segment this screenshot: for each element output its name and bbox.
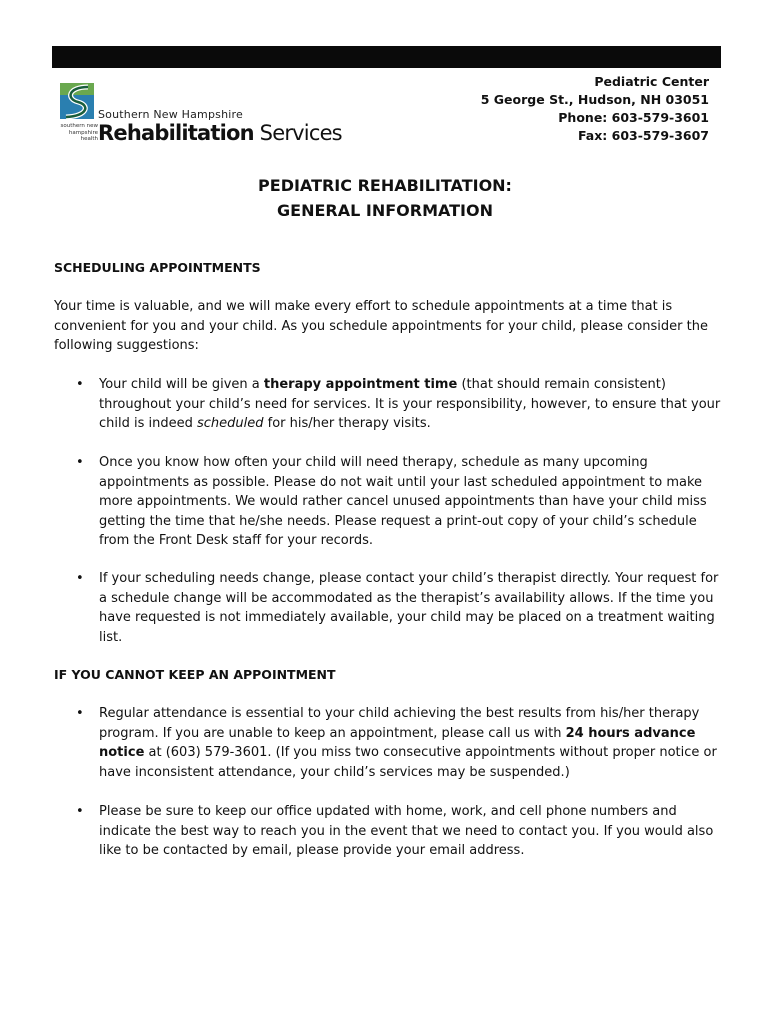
center-address	[481, 73, 709, 145]
bold-text: notice	[99, 745, 145, 760]
document-title	[0, 173, 770, 223]
bullet-line: If your scheduling needs change, please contact your child’s therapist directly. Your request for	[99, 571, 719, 586]
bullet-line: more appointments. We would rather cancel unused appointments than have your child miss	[99, 494, 707, 509]
phone-number: Phone: 603-579-3601	[558, 110, 709, 125]
bullet-line: list.	[99, 629, 123, 645]
text-run: Your child will be given a	[99, 377, 264, 392]
bullet-contact-info	[99, 802, 723, 861]
title-line-2: GENERAL INFORMATION	[277, 201, 493, 220]
bullet-line: have requested is not immediately available, your child may be placed on a treatment waiting	[99, 610, 715, 625]
section-heading-cannot-keep: IF YOU CANNOT KEEP AN APPOINTMENT	[54, 667, 336, 682]
logo-title-light: Services	[253, 121, 342, 145]
bullet-marker: •	[76, 571, 84, 586]
center-name: Pediatric Center	[594, 74, 709, 89]
bullet-line: from the Front Desk staff for your records.	[99, 533, 374, 548]
bullet-line	[99, 743, 723, 763]
text-run: child is indeed	[99, 416, 197, 431]
bullet-line: getting the time that he/she needs. Please request a print-out copy of your child’s schedule	[99, 513, 697, 529]
bullet-regular-attendance	[99, 704, 723, 782]
text-run: program. If you are unable to keep an appointment, please call us with	[99, 725, 566, 741]
bullet-line	[99, 414, 723, 434]
bullet-marker: •	[76, 377, 84, 392]
bold-text: 24 hours advance	[565, 725, 696, 741]
bullet-line: Once you know how often your child will need therapy, schedule as many upcoming	[99, 455, 648, 470]
title-line-1: PEDIATRIC REHABILITATION:	[258, 176, 512, 195]
bullet-line: Regular attendance is essential to your child achieving the best results from his/her therapy	[99, 706, 700, 721]
logo	[52, 83, 342, 145]
section-heading-scheduling: SCHEDULING APPOINTMENTS	[54, 260, 261, 275]
text-run: at (603) 579-3601. (If you miss two consecutive appointments without proper notice or	[144, 745, 717, 760]
bullet-line: a schedule change will be accommodated as the therapist’s availability allows. If the time you	[99, 590, 714, 606]
logo-title	[98, 121, 342, 145]
header-bar	[52, 46, 721, 68]
bullet-line: indicate the best way to reach you in the event that we need to contact you. If you would also	[99, 823, 714, 839]
bullet-marker: •	[76, 455, 84, 470]
bullet-line: appointments as possible. Please do not wait until your last scheduled appointment to make	[99, 474, 703, 490]
logo-health-text: southern new hampshire health	[60, 123, 98, 142]
bullet-marker: •	[76, 706, 84, 721]
bullet-therapy-time	[99, 375, 723, 434]
bullet-line: throughout your child’s need for services. It is your responsibility, however, to ensure that your	[99, 396, 721, 412]
bullet-line	[99, 375, 723, 395]
bullet-scheduling-changes	[99, 569, 723, 647]
text-run: (that should remain consistent)	[457, 377, 666, 392]
bullet-schedule-upcoming	[99, 453, 723, 551]
logo-subtitle: Southern New Hampshire	[98, 108, 243, 121]
bullet-marker: •	[76, 804, 84, 819]
italic-text: scheduled	[197, 416, 264, 431]
bullet-line: have inconsistent attendance, your child’s services may be suspended.)	[99, 764, 570, 780]
logo-title-bold: Rehabilitation	[98, 121, 254, 145]
bullet-line: like to be contacted by email, please provide your email address.	[99, 843, 525, 858]
street-address: 5 George St., Hudson, NH 03051	[480, 92, 709, 107]
bullet-line	[99, 724, 723, 744]
text-run: for his/her therapy visits.	[263, 416, 431, 431]
fax-number: Fax: 603-579-3607	[577, 128, 709, 143]
intro-line: following suggestions:	[54, 338, 199, 353]
bold-text: therapy appointment time	[263, 377, 458, 392]
intro-line: convenient for you and your child. As you schedule appointments for your child, please consider the	[54, 318, 708, 334]
intro-paragraph	[54, 297, 722, 356]
bullet-line: Please be sure to keep our office updated with home, work, and cell phone numbers and	[99, 804, 677, 819]
intro-line: Your time is valuable, and we will make every effort to schedule appointments at a time that is	[54, 299, 673, 314]
